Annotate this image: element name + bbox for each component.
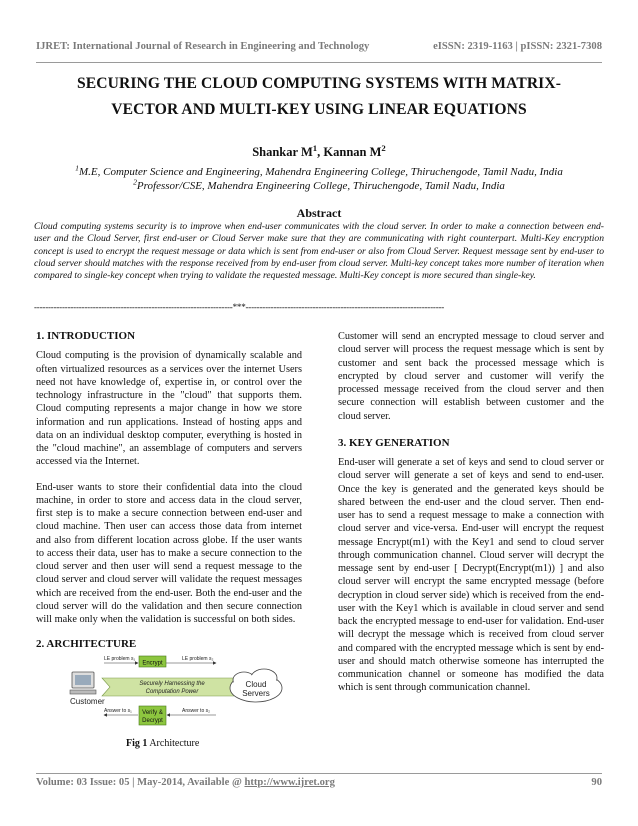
figure-caption-label: Fig 1 <box>126 738 148 749</box>
author-1: Shankar M <box>252 145 313 159</box>
affiliation-2 <box>36 177 602 192</box>
keygen-paragraph: End-user will generate a set of keys and send to cloud server or cloud server will generate a set of keys and send to end-user. Once the key is generated and the generated keys should be shared between the end-user and the cloud server. Then end-user has to send a request message to make a connection with cloud server and vice-versa. End-user will encrypt the request message Encrypt(m1) with the Key1 and send to cloud server through communication channel. Cloud server will decrypt the message sent by end-user [ Decrypt(Encrypt(m1)) ] and also cloud server will encrypt the same encrypted message (before decryption in cloud server side) which is received from the end-user with the Key1 which is available in cloud server and send back the encrypted message to end-user for validation. End-user will decrypt the message which is received from cloud server and compared with the encrypted message which is sent by end-user and should match otherwise someone has interrupted the communication channel or someone has modified the data which is sent through communication channel. <box>338 457 604 694</box>
customer-label: Customer <box>70 697 105 706</box>
bottom-left-label: Answer to s₁ <box>104 708 132 714</box>
affiliation-2-text: Professor/CSE, Mahendra Engineering College, Thiruchengode, Tamil Nadu, India <box>136 180 505 192</box>
footer <box>36 777 602 788</box>
keygen-heading: 3. KEY GENERATION <box>338 436 450 449</box>
right-paragraph-1: Customer will send an encrypted message to cloud server and cloud server will process the request message which is sent by customer and sent back the processed message which is encrypted by cloud server and customer will verify the processed message received from the cloud server and then secure connection will establish between customer and the cloud server. <box>338 331 604 422</box>
title-line-2: VECTOR AND MULTI-KEY USING LINEAR EQUATIONS <box>111 101 527 118</box>
banner-line-1: Securely Harnessing the <box>139 681 205 687</box>
architecture-figure <box>66 650 286 730</box>
right-column <box>338 330 604 695</box>
figure-caption-text: Architecture <box>147 738 200 749</box>
customer-computer-icon <box>70 672 96 694</box>
affiliation-1-sup: 1 <box>75 163 79 173</box>
cloud-label-1: Cloud <box>245 680 267 689</box>
authors <box>36 142 602 160</box>
author-2: Kannan M <box>323 145 382 159</box>
footer-link[interactable]: http://www.ijret.org <box>244 777 335 788</box>
paper-title <box>36 71 602 123</box>
intro-heading: 1. INTRODUCTION <box>36 330 136 342</box>
journal-name: IJRET: International Journal of Research in Engineering and Technology <box>36 41 370 52</box>
verify-label-1: Verify & <box>142 710 163 716</box>
intro-paragraph-2: End-user wants to store their confidential data into the cloud machine, in order to store and access data in the cloud server, first step is to make a secure connection between end-user and cloud machine. Then user can access those data from internet and also from different location across globe. If the user wants to access their data, user has to make a secure connection to the cloud server and then user will send a request message to the cloud server and cloud server will validate the request messages which are received from the end-user. Both the end-user and the cloud server will do the validation and then secure connection will make only when the validation is successful on both sides. <box>36 481 302 625</box>
affiliation-1-text: M.E, Computer Science and Engineering, Mahendra Engineering College, Thiruchengode, Tamil Nadu, India <box>79 166 563 178</box>
abstract-heading: Abstract <box>296 206 342 220</box>
top-right-label: LE problem s₂ <box>182 656 214 662</box>
banner-line-2: Computation Power <box>145 689 199 695</box>
left-column <box>36 330 302 652</box>
running-header <box>36 41 602 52</box>
verify-label-2: Decrypt <box>142 718 163 724</box>
affiliation-1 <box>36 163 602 178</box>
section-separator: -----------------------------------------------------------------------***----------------------------------------------------------------------- <box>34 302 445 312</box>
architecture-heading: 2. ARCHITECTURE <box>36 638 137 651</box>
figure-caption <box>126 738 199 749</box>
title-line-1: SECURING THE CLOUD COMPUTING SYSTEMS WITH MATRIX- <box>76 75 562 92</box>
footer-rule <box>36 773 602 774</box>
bottom-right-label: Answer to s₂ <box>182 708 211 714</box>
abstract-text: Cloud computing systems security is to improve when end-user communicates with the cloud server. In order to make a connection between end-user and the Cloud Server, first end-user or Cloud Server make sure that they are communicating with right counterpart. Multi-Key encryption concept is used to encrypt the request message or data which is sent from end-user or also from Cloud Server. Request message sent by end-user to cloud server should matches with the response received from by end-user from cloud server. Multi-key concept takes more number of iteration when compared to single-key concept when trying to validate the requested message. Multi-Key concept is more secured than single-key. <box>34 221 604 282</box>
cloud-label-2: Servers <box>242 689 270 698</box>
issn: eISSN: 2319-1163 | pISSN: 2321-7308 <box>433 41 602 52</box>
intro-paragraph-1: Cloud computing is the provision of dynamically scalable and often virtualized resources as a services over the internet Users need not have knowledge of, expertise in, or control over the technology infrastructure in the "cloud" that supports them. Cloud computing represents a major change in how we store information and run applications. Instead of hosting apps and data on an individual desktop computer, everything is hosted in the "cloud machine", an assemblage of computers and servers accessed via the Internet. <box>36 350 302 468</box>
encrypt-label: Encrypt <box>142 660 163 667</box>
author-2-sup: 2 <box>381 142 386 153</box>
top-left-label: LE problem s₁ <box>104 656 136 662</box>
page-number: 90 <box>591 777 602 788</box>
affiliation-2-sup: 2 <box>133 177 137 187</box>
author-sep: , <box>317 145 324 159</box>
footer-volume: Volume: 03 Issue: 05 | May-2014, Available @ <box>36 777 245 788</box>
header-rule <box>36 62 602 63</box>
author-1-sup: 1 <box>312 142 318 153</box>
